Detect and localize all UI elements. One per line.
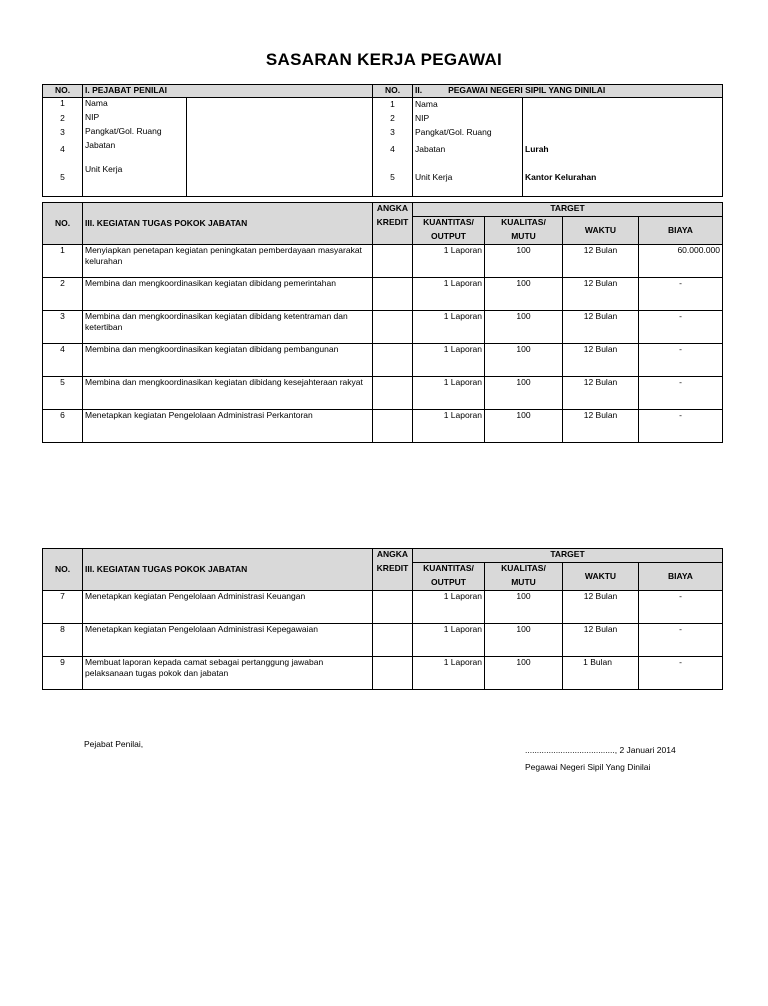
no-header: NO. bbox=[373, 85, 413, 98]
kredit-cell bbox=[373, 311, 413, 344]
time-cell: 12 Bulan bbox=[563, 311, 639, 344]
identity-label: Pangkat/Gol. Ruang bbox=[413, 126, 523, 140]
quality-cell: 100 bbox=[485, 410, 563, 443]
time-cell: 12 Bulan bbox=[563, 591, 639, 624]
identity-value: Lurah bbox=[523, 140, 723, 160]
row-no: 5 bbox=[373, 160, 413, 197]
biaya-header: BIAYA bbox=[639, 563, 723, 591]
biaya-header: BIAYA bbox=[639, 217, 723, 245]
task-text: Membina dan mengkoordinasikan kegiatan dibidang pembangunan bbox=[83, 344, 373, 377]
row-no: 3 bbox=[373, 126, 413, 140]
kredit-cell bbox=[373, 591, 413, 624]
cost-cell: - bbox=[639, 278, 723, 311]
row-no: 7 bbox=[43, 591, 83, 624]
cost-cell: - bbox=[639, 410, 723, 443]
qty-cell: 1 Laporan bbox=[413, 245, 485, 278]
mutu-header: MUTU bbox=[485, 231, 563, 245]
row-no: 1 bbox=[373, 98, 413, 112]
qty-cell: 1 Laporan bbox=[413, 657, 485, 690]
table-row bbox=[43, 278, 723, 311]
kuantitas-header: KUANTITAS/ bbox=[413, 563, 485, 577]
waktu-header: WAKTU bbox=[563, 217, 639, 245]
cost-cell: 60.000.000 bbox=[639, 245, 723, 278]
pejabat-penilai-label: Pejabat Penilai, bbox=[84, 739, 144, 749]
time-cell: 12 Bulan bbox=[563, 410, 639, 443]
task-text: Membina dan mengkoordinasikan kegiatan dibidang pemerintahan bbox=[83, 278, 373, 311]
kualitas-header: KUALITAS/ bbox=[485, 563, 563, 577]
row-no: 4 bbox=[43, 344, 83, 377]
activities-table-1 bbox=[42, 202, 723, 443]
output-header: OUTPUT bbox=[413, 577, 485, 591]
row-no: 4 bbox=[373, 140, 413, 160]
row-no: 6 bbox=[43, 410, 83, 443]
quality-cell: 100 bbox=[485, 624, 563, 657]
quality-cell: 100 bbox=[485, 311, 563, 344]
kredit-header: KREDIT bbox=[373, 563, 413, 591]
angka-header: ANGKA bbox=[373, 203, 413, 217]
no-header: NO. bbox=[43, 203, 83, 245]
identity-value bbox=[523, 98, 723, 112]
quality-cell: 100 bbox=[485, 278, 563, 311]
task-text: Membuat laporan kepada camat sebagai pertanggung jawaban pelaksanaan tugas pokok dan jabatan bbox=[83, 657, 373, 690]
time-cell: 12 Bulan bbox=[563, 624, 639, 657]
target-header: TARGET bbox=[413, 549, 723, 563]
mutu-header: MUTU bbox=[485, 577, 563, 591]
row-no: 5 bbox=[43, 160, 83, 197]
quality-cell: 100 bbox=[485, 245, 563, 278]
row-no: 1 bbox=[43, 98, 83, 112]
kredit-cell bbox=[373, 410, 413, 443]
identity-label: Nama bbox=[413, 98, 523, 112]
quality-cell: 100 bbox=[485, 657, 563, 690]
table-row bbox=[43, 591, 723, 624]
time-cell: 12 Bulan bbox=[563, 377, 639, 410]
quality-cell: 100 bbox=[485, 591, 563, 624]
task-header: III. KEGIATAN TUGAS POKOK JABATAN bbox=[83, 203, 373, 245]
qty-cell: 1 Laporan bbox=[413, 591, 485, 624]
identity-label: NIP bbox=[413, 112, 523, 126]
qty-cell: 1 Laporan bbox=[413, 344, 485, 377]
identity-table bbox=[42, 84, 723, 197]
identity-label: NIP bbox=[83, 112, 187, 126]
waktu-header: WAKTU bbox=[563, 563, 639, 591]
cost-cell: - bbox=[639, 591, 723, 624]
pns-dinilai-title: PEGAWAI NEGERI SIPIL YANG DINILAI bbox=[448, 85, 606, 95]
roman-numeral: II. bbox=[415, 85, 423, 95]
identity-label: Unit Kerja bbox=[413, 160, 523, 197]
output-header: OUTPUT bbox=[413, 231, 485, 245]
pns-dinilai-header bbox=[413, 85, 723, 98]
identity-label: Nama bbox=[83, 98, 187, 112]
activities-table-2 bbox=[42, 548, 723, 690]
identity-value-blank bbox=[187, 98, 373, 197]
row-no: 2 bbox=[43, 278, 83, 311]
time-cell: 12 Bulan bbox=[563, 245, 639, 278]
identity-value bbox=[523, 112, 723, 126]
cost-cell: - bbox=[639, 311, 723, 344]
cost-cell: - bbox=[639, 377, 723, 410]
kredit-cell bbox=[373, 624, 413, 657]
quality-cell: 100 bbox=[485, 377, 563, 410]
row-no: 9 bbox=[43, 657, 83, 690]
qty-cell: 1 Laporan bbox=[413, 278, 485, 311]
identity-label: Jabatan bbox=[413, 140, 523, 160]
table-row bbox=[43, 311, 723, 344]
task-text: Membina dan mengkoordinasikan kegiatan dibidang ketentraman dan ketertiban bbox=[83, 311, 373, 344]
table-row bbox=[43, 245, 723, 278]
task-text: Membina dan mengkoordinasikan kegiatan dibidang kesejahteraan rakyat bbox=[83, 377, 373, 410]
task-text: Menetapkan kegiatan Pengelolaan Administrasi Keuangan bbox=[83, 591, 373, 624]
table-row bbox=[43, 657, 723, 690]
row-no: 8 bbox=[43, 624, 83, 657]
cost-cell: - bbox=[639, 344, 723, 377]
task-text: Menetapkan kegiatan Pengelolaan Administrasi Kepegawaian bbox=[83, 624, 373, 657]
row-no: 2 bbox=[373, 112, 413, 126]
table-row bbox=[43, 410, 723, 443]
date-line: ......................................, 2 Januari 2014 bbox=[525, 745, 676, 755]
identity-label: Unit Kerja bbox=[83, 160, 187, 197]
row-no: 5 bbox=[43, 377, 83, 410]
kuantitas-header: KUANTITAS/ bbox=[413, 217, 485, 231]
pns-dinilai-label: Pegawai Negeri Sipil Yang Dinilai bbox=[525, 762, 651, 772]
task-text: Menyiapkan penetapan kegiatan peningkatan pemberdayaan masyarakat kelurahan bbox=[83, 245, 373, 278]
pejabat-penilai-header: I. PEJABAT PENILAI bbox=[83, 85, 373, 98]
table-row bbox=[43, 344, 723, 377]
cost-cell: - bbox=[639, 624, 723, 657]
kredit-cell bbox=[373, 657, 413, 690]
cost-cell: - bbox=[639, 657, 723, 690]
kredit-cell bbox=[373, 245, 413, 278]
row-no: 3 bbox=[43, 126, 83, 140]
no-header: NO. bbox=[43, 549, 83, 591]
identity-label: Pangkat/Gol. Ruang bbox=[83, 126, 187, 140]
qty-cell: 1 Laporan bbox=[413, 311, 485, 344]
table-row bbox=[43, 624, 723, 657]
table-row bbox=[43, 377, 723, 410]
no-header: NO. bbox=[43, 85, 83, 98]
kredit-cell bbox=[373, 278, 413, 311]
row-no: 2 bbox=[43, 112, 83, 126]
kredit-cell bbox=[373, 344, 413, 377]
row-no: 4 bbox=[43, 140, 83, 160]
identity-label: Jabatan bbox=[83, 140, 187, 160]
document-title: SASARAN KERJA PEGAWAI bbox=[265, 50, 503, 69]
qty-cell: 1 Laporan bbox=[413, 377, 485, 410]
time-cell: 1 Bulan bbox=[563, 657, 639, 690]
kualitas-header: KUALITAS/ bbox=[485, 217, 563, 231]
kredit-header: KREDIT bbox=[373, 217, 413, 245]
task-text: Menetapkan kegiatan Pengelolaan Administrasi Perkantoran bbox=[83, 410, 373, 443]
qty-cell: 1 Laporan bbox=[413, 410, 485, 443]
target-header: TARGET bbox=[413, 203, 723, 217]
row-no: 1 bbox=[43, 245, 83, 278]
kredit-cell bbox=[373, 377, 413, 410]
identity-value bbox=[523, 126, 723, 140]
qty-cell: 1 Laporan bbox=[413, 624, 485, 657]
quality-cell: 100 bbox=[485, 344, 563, 377]
angka-header: ANGKA bbox=[373, 549, 413, 563]
identity-value: Kantor Kelurahan bbox=[523, 160, 723, 197]
row-no: 3 bbox=[43, 311, 83, 344]
time-cell: 12 Bulan bbox=[563, 278, 639, 311]
time-cell: 12 Bulan bbox=[563, 344, 639, 377]
task-header: III. KEGIATAN TUGAS POKOK JABATAN bbox=[83, 549, 373, 591]
